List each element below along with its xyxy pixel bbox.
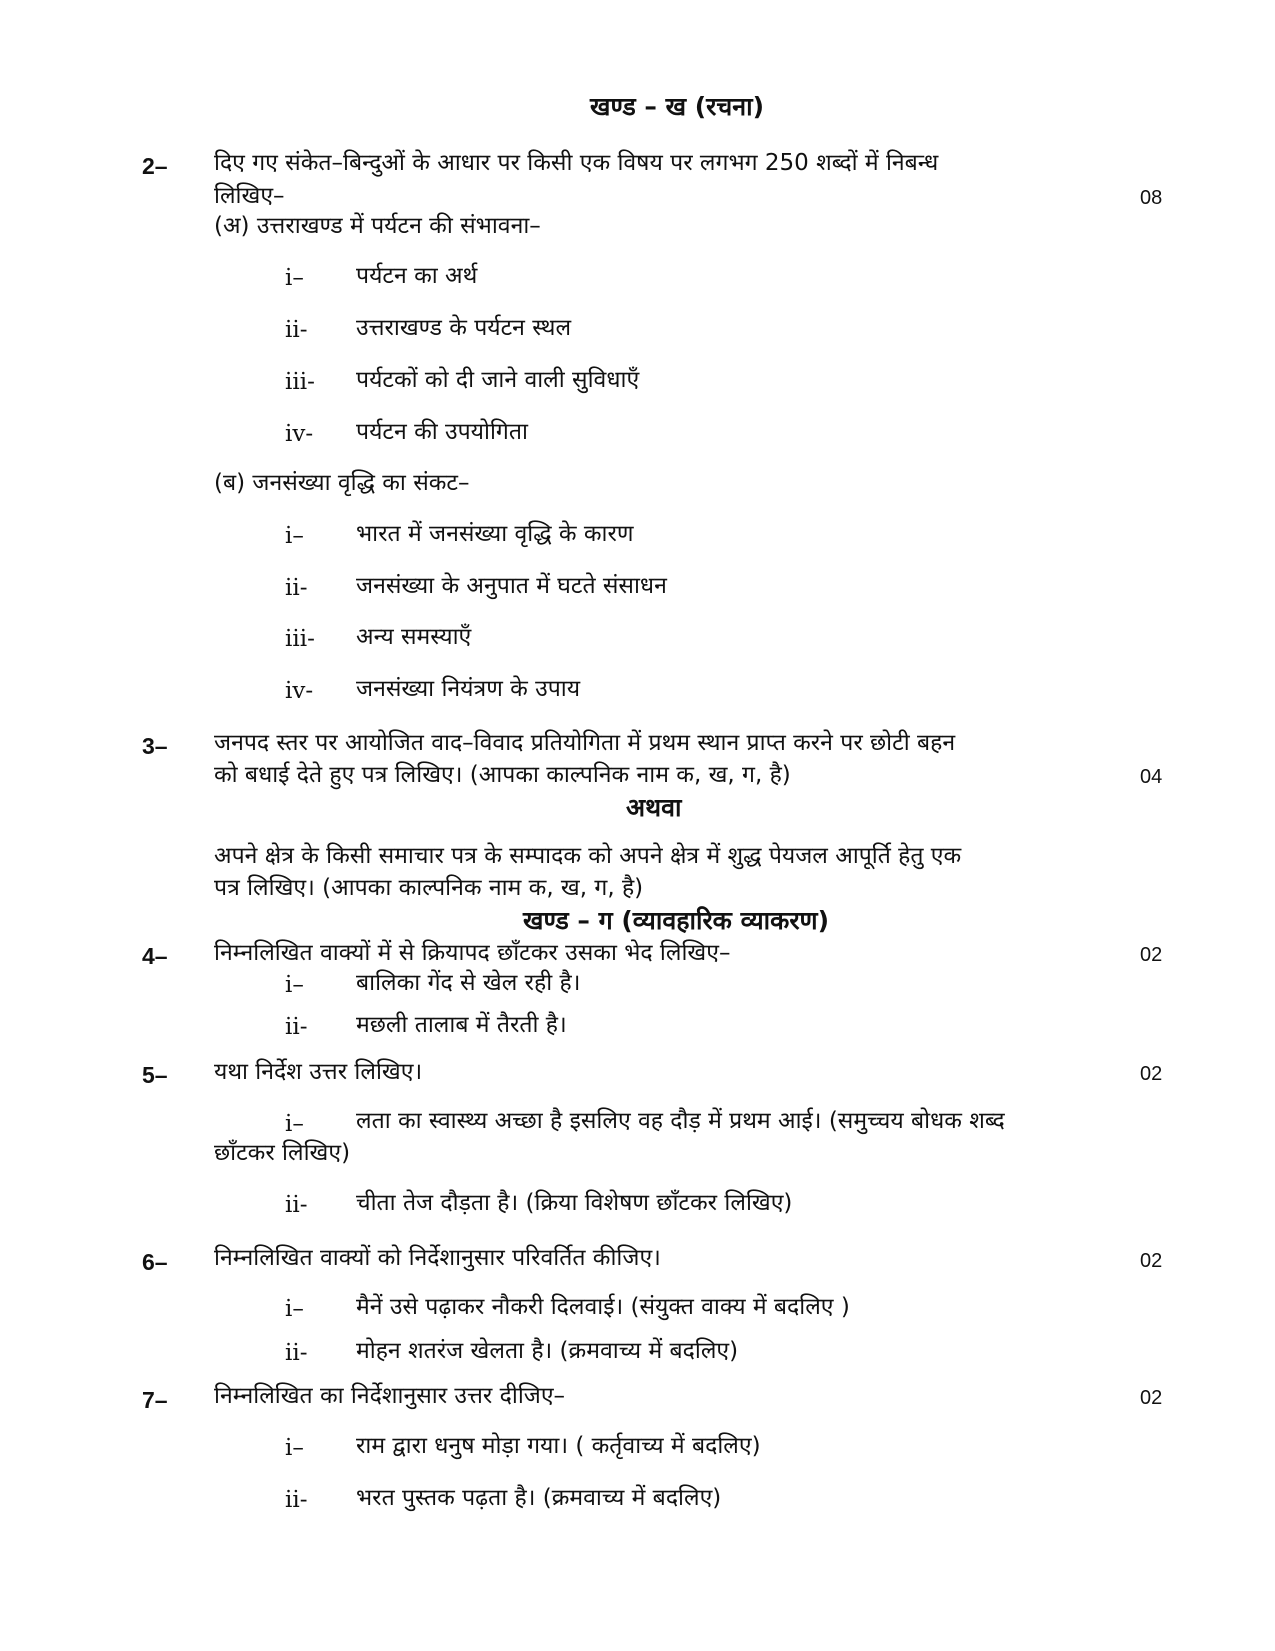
q4-item-2-number: ii-: [285, 1014, 308, 1040]
question-number-7: 7–: [142, 1387, 168, 1413]
section-heading-kha: खण्ड – ख (रचना): [590, 92, 765, 121]
question-3-marks: 04: [1140, 766, 1163, 788]
question-2-marks: 08: [1140, 187, 1163, 209]
question-number-4: 4–: [142, 943, 168, 969]
q2b-point-2-text: जनसंख्या के अनुपात में घटते संसाधन: [356, 573, 667, 599]
q5-item-2-number: ii-: [285, 1192, 308, 1218]
question-3-alternative-line-1: अपने क्षेत्र के किसी समाचार पत्र के सम्पादक को अपने क्षेत्र में शुद्ध पेयजल आपूर्ति हेतु एक: [214, 843, 962, 869]
question-2-text-line-1: दिए गए संकेत–बिन्दुओं के आधार पर किसी एक विषय पर लगभग 250 शब्दों में निबन्ध: [214, 150, 939, 176]
q2-option-b-title: (ब) जनसंख्या वृद्धि का संकट–: [214, 470, 470, 496]
q2a-point-4-number: iv-: [285, 421, 314, 447]
question-2-text-line-2: लिखिए–: [214, 183, 285, 209]
q6-item-2-text: मोहन शतरंज खेलता है। (क्रमवाच्य में बदलिए): [356, 1338, 739, 1364]
question-3-alternative-line-2: पत्र लिखिए। (आपका काल्पनिक नाम क, ख, ग, है): [214, 875, 644, 901]
q5-item-1-text-line-1: लता का स्वास्थ्य अच्छा है इसलिए वह दौड़ में प्रथम आई। (समुच्चय बोधक शब्द: [356, 1108, 1005, 1134]
question-number-5: 5–: [142, 1062, 168, 1088]
question-number-6: 6–: [142, 1249, 168, 1275]
q5-item-1-number: i–: [285, 1111, 304, 1137]
q5-item-1-text-line-2: छाँटकर लिखिए): [214, 1140, 351, 1166]
q2a-point-1-number: i–: [285, 265, 304, 291]
q2b-point-1-number: i–: [285, 523, 304, 549]
question-4-marks: 02: [1140, 944, 1163, 966]
q2a-point-2-number: ii-: [285, 317, 308, 343]
q2b-point-4-text: जनसंख्या नियंत्रण के उपाय: [356, 676, 581, 702]
q7-item-1-number: i–: [285, 1435, 304, 1461]
q2-option-a-title: (अ) उत्तराखण्ड में पर्यटन की संभावना–: [214, 213, 541, 239]
q7-item-2-number: ii-: [285, 1487, 308, 1513]
question-6-marks: 02: [1140, 1250, 1163, 1272]
q2a-point-2-text: उत्तराखण्ड के पर्यटन स्थल: [356, 315, 572, 341]
q4-item-1-text: बालिका गेंद से खेल रही है।: [356, 970, 581, 996]
section-heading-ga: खण्ड – ग (व्यावहारिक व्याकरण): [523, 906, 830, 935]
question-6-text: निम्नलिखित वाक्यों को निर्देशानुसार परिवर्तित कीजिए।: [214, 1245, 661, 1271]
question-7-marks: 02: [1140, 1387, 1163, 1409]
q2a-point-1-text: पर्यटन का अर्थ: [356, 263, 478, 289]
q4-item-2-text: मछली तालाब में तैरती है।: [356, 1012, 567, 1038]
q4-item-1-number: i–: [285, 972, 304, 998]
question-3-text-line-1: जनपद स्तर पर आयोजित वाद–विवाद प्रतियोगिता में प्रथम स्थान प्राप्त करने पर छोटी बहन: [214, 730, 956, 756]
q2b-point-4-number: iv-: [285, 678, 314, 704]
question-3-text-line-2: को बधाई देते हुए पत्र लिखिए। (आपका काल्पनिक नाम क, ख, ग, है): [214, 762, 791, 788]
question-5-marks: 02: [1140, 1063, 1163, 1085]
q6-item-1-text: मैनें उसे पढ़ाकर नौकरी दिलवाई। (संयुक्त वाक्य में बदलिए ): [356, 1294, 850, 1320]
q2a-point-4-text: पर्यटन की उपयोगिता: [356, 419, 528, 445]
question-5-text: यथा निर्देश उत्तर लिखिए।: [214, 1059, 423, 1085]
q2a-point-3-text: पर्यटकों को दी जाने वाली सुविधाएँ: [356, 367, 640, 393]
q2b-point-1-text: भारत में जनसंख्या वृद्धि के कारण: [356, 521, 634, 547]
q2b-point-3-number: iii-: [285, 626, 315, 652]
q5-item-2-text: चीता तेज दौड़ता है। (क्रिया विशेषण छाँटकर लिखिए): [356, 1190, 793, 1216]
q6-item-2-number: ii-: [285, 1340, 308, 1366]
q2a-point-3-number: iii-: [285, 369, 315, 395]
question-number-2: 2–: [142, 153, 168, 179]
or-label: अथवा: [626, 793, 682, 822]
question-7-text: निम्नलिखित का निर्देशानुसार उत्तर दीजिए–: [214, 1383, 566, 1409]
question-4-text: निम्नलिखित वाक्यों में से क्रियापद छाँटकर उसका भेद लिखिए–: [214, 940, 731, 966]
q7-item-1-text: राम द्वारा धनुष मोड़ा गया। ( कर्तृवाच्य में बदलिए): [356, 1433, 761, 1459]
q2b-point-3-text: अन्य समस्याएँ: [356, 624, 472, 650]
q7-item-2-text: भरत पुस्तक पढ़ता है। (क्रमवाच्य में बदलिए): [356, 1485, 722, 1511]
q2b-point-2-number: ii-: [285, 575, 308, 601]
q6-item-1-number: i–: [285, 1296, 304, 1322]
question-number-3: 3–: [142, 733, 168, 759]
